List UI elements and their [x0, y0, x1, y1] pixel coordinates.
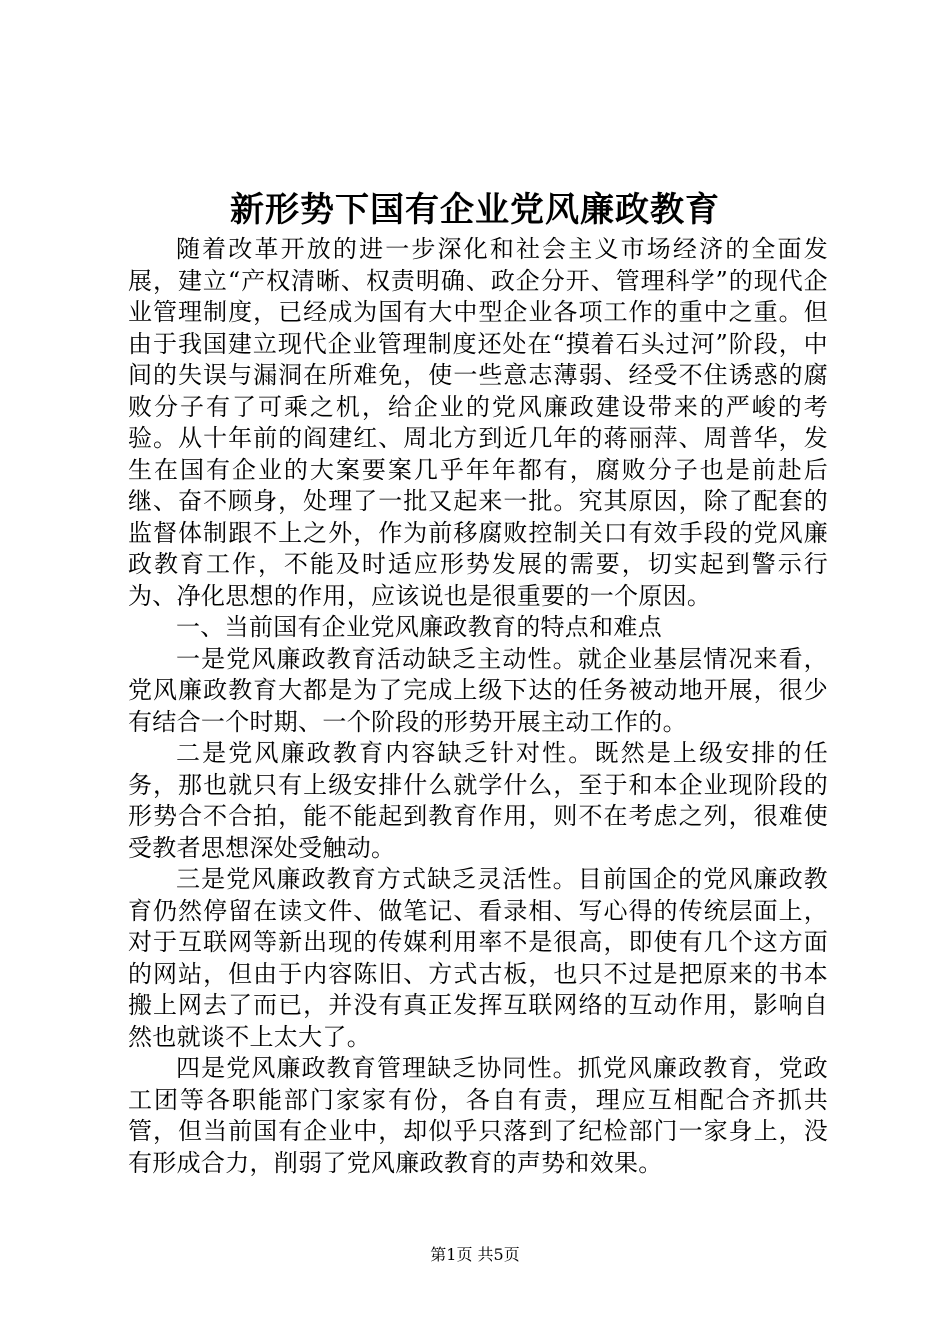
page-number-footer: 第1页 共5页 — [430, 1245, 520, 1264]
intro-paragraph: 随着改革开放的进一步深化和社会主义市场经济的全面发展，建立“产权清晰、权责明确、政企分开、管理科学”的现代企业管理制度，已经成为国有大中型企业各项工作的重中之重。但由于我国建立现代企业管理制度还处在“摸着石头过河”阶段，中间的失误与漏洞在所难免，使一些意志薄弱、经受不住诱惑的腐败分子有了可乘之机，给企业的党风廉政建设带来的严峻的考验。从十年前的阎建红、周北方到近几年的蒋丽萍、周普华，发生在国有企业的大案要案几乎年年都有，腐败分子也是前赴后继、奋不顾身，处理了一批又起来一批。究其原因，除了配套的监督体制跟不上之外，作为前移腐败控制关口有效手段的党风廉政教育工作，不能及时适应形势发展的需要，切实起到警示行为、净化思想的作用，应该说也是很重要的一个原因。 — [128, 235, 828, 610]
document-body — [128, 234, 828, 1179]
point-three-paragraph: 三是党风廉政教育方式缺乏灵活性。目前国企的党风廉政教育仍然停留在读文件、做笔记、看录相、写心得的传统层面上，对于互联网等新出现的传媒利用率不是很高，即使有几个这方面的网站，但由于内容陈旧、方式古板，也只不过是把原来的书本搬上网去了而已，并没有真正发挥互联网络的互动作用，影响自然也就谈不上太大了。 — [128, 865, 828, 1051]
point-four-paragraph: 四是党风廉政教育管理缺乏协同性。抓党风廉政教育，党政工团等各职能部门家家有份，各自有责，理应互相配合齐抓共管，但当前国有企业中，却似乎只落到了纪检部门一家身上，没有形成合力，削弱了党风廉政教育的声势和效果。 — [128, 1054, 828, 1177]
point-one-paragraph: 一是党风廉政教育活动缺乏主动性。就企业基层情况来看，党风廉政教育大都是为了完成上级下达的任务被动地开展，很少有结合一个时期、一个阶段的形势开展主动工作的。 — [128, 644, 828, 736]
point-two-paragraph: 二是党风廉政教育内容缺乏针对性。既然是上级安排的任务，那也就只有上级安排什么就学什么，至于和本企业现阶段的形势合不合拍，能不能起到教育作用，则不在考虑之列，很难使受教者思想深处受触动。 — [128, 739, 828, 862]
section-heading: 一、当前国有企业党风廉政教育的特点和难点 — [176, 613, 662, 641]
document-title: 新形势下国有企业党风廉政教育 — [230, 190, 720, 230]
